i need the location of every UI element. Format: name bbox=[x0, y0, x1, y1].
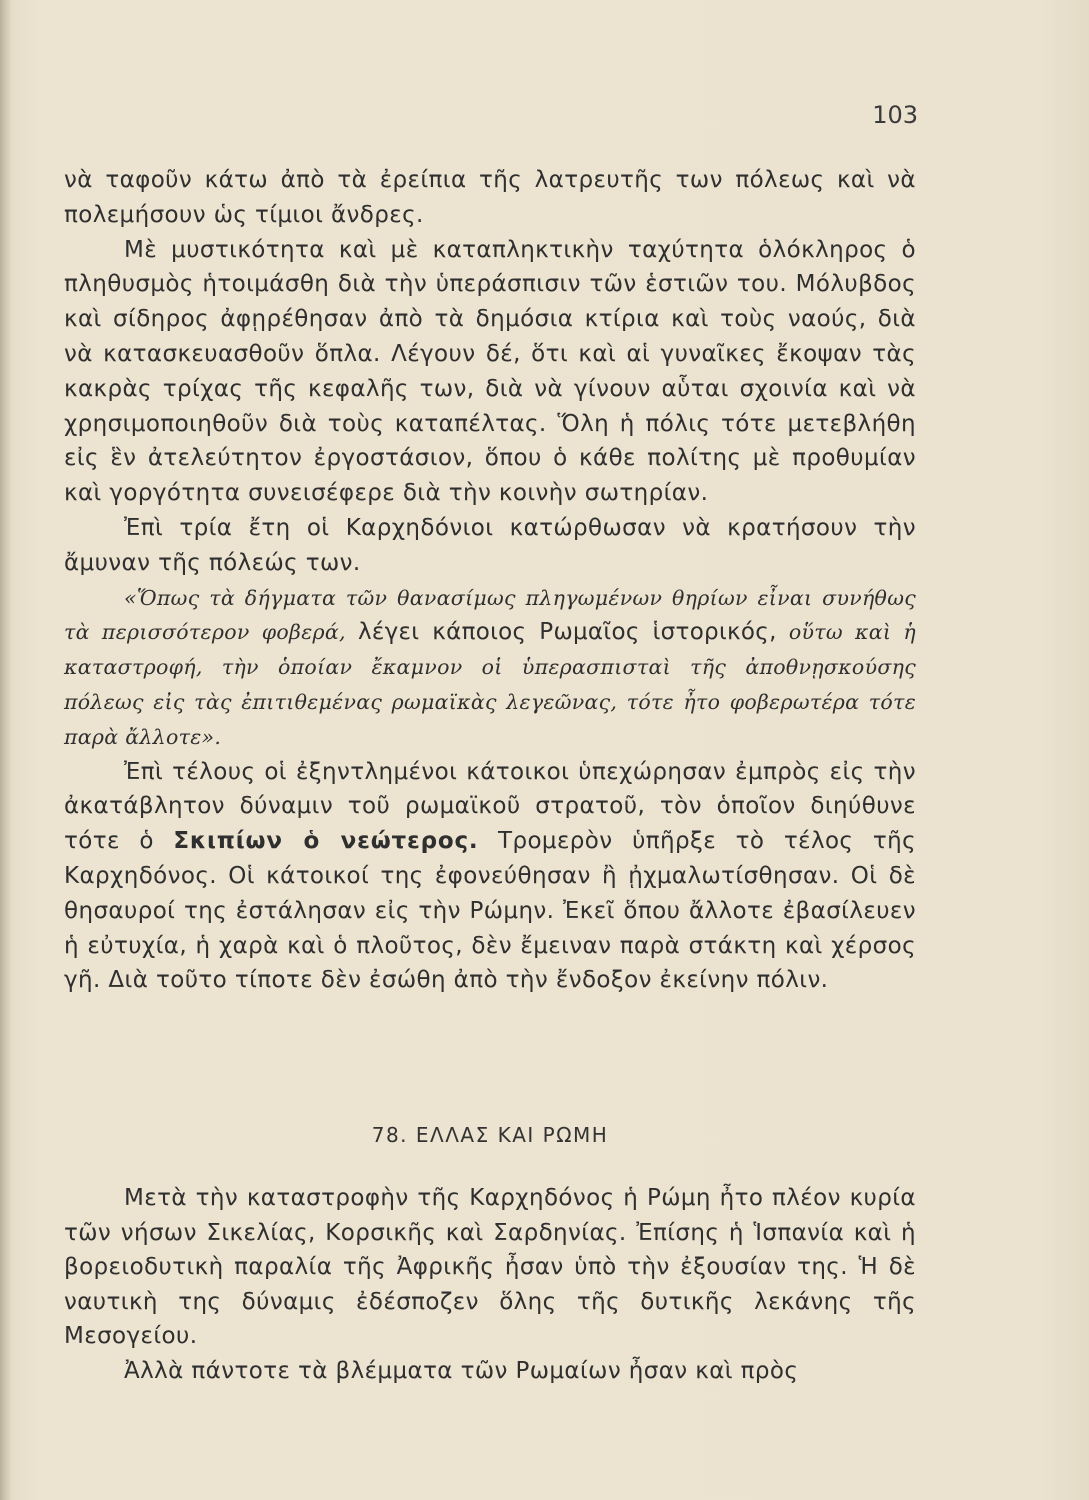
paragraph-defense-preparation: Μὲ μυστικότητα καὶ μὲ καταπληκτικὴν ταχύτητα ὁλόκληρος ὁ πληθυσμὸς ἡτοιμάσθη διὰ τὴν ὑπεράσπισιν τῶν ἑστιῶν του. Μόλυβδος καὶ σίδηρος ἀφῃρέθησαν ἀπὸ τὰ δημόσια κτίρια καὶ τοὺς ναούς, διὰ νὰ κατασκευασθοῦν ὅπλα. Λέγουν δέ, ὅτι καὶ αἱ γυναῖκες ἔκοψαν τὰς κακρὰς τρίχας τῆς κεφαλῆς των, διὰ νὰ γίνουν αὗται σχοινία καὶ νὰ χρησιμοποιηθοῦν διὰ τοὺς καταπέλτας. Ὅλη ἡ πόλις τότε μετεβλήθη εἰς ἓν ἀτελεύτητον ἐργοστάσιον, ὅπου ὁ κάθε πολίτης μὲ προθυμίαν καὶ γοργότητα συνεισέφερε διὰ τὴν κοινὴν σωτηρίαν. bbox=[64, 236, 916, 507]
section-text-block bbox=[64, 1181, 916, 1388]
paragraph-historian-quote bbox=[64, 581, 916, 755]
page-number: 103 bbox=[872, 101, 918, 129]
scipio-name: Σκιπίων ὁ νεώτερος. bbox=[173, 828, 479, 855]
fall-text-part-2: Τρομερὸν ὑπῆρξε τὸ τέλος τῆς Καρχηδόνος. Οἱ κάτοικοί της ἐφονεύθησαν ἢ ᾐχμαλωτίσθησαν. Οἱ δὲ θησαυροί της ἐστάλησαν εἰς τὴν Ρώμην. Ἐκεῖ ὅπου ἄλλοτε ἐβασίλευεν ἡ εὐτυχία, ἡ χαρὰ καὶ ὁ πλοῦτος, δὲν ἔμειναν παρὰ στάκτη καὶ χέρσος γῆ. Διὰ τοῦτο τίποτε δὲν ἐσώθη ἀπὸ τὴν ἔνδοξον ἐκείνην πόλιν. bbox=[64, 828, 916, 994]
page-binding-edge bbox=[0, 0, 10, 1500]
paragraph-rome-dominion: Μετὰ τὴν καταστροφὴν τῆς Καρχηδόνος ἡ Ρώμη ἦτο πλέον κυρία τῶν νήσων Σικελίας, Κορσικῆς καὶ Σαρδηνίας. Ἐπίσης ἡ Ἱσπανία καὶ ἡ βορειοδυτικὴ παραλία τῆς Ἀφρικῆς ἦσαν ὑπὸ τὴν ἐξουσίαν της. Ἡ δὲ ναυτικὴ της δύναμις ἐδέσποζεν ὅλης τῆς δυτικῆς λεκάνης τῆς Μεσογείου. bbox=[64, 1185, 916, 1349]
quote-part-2: οὕτω καὶ ἡ καταστροφή, τὴν ὁποίαν ἔκαμνον οἱ ὑπερασπισταὶ τῆς ἀποθνῃσκούσης πόλεως εἰς τὰς ἐπιτιθεμένας ρωμαϊκὰς λεγεῶνας, τότε ἦτο φοβερωτέρα τότε παρὰ ἄλλοτε». bbox=[64, 620, 916, 749]
quote-part-1: «Ὅπως τὰ δήγματα τῶν θανασίμως πληγωμένων θηρίων εἶναι συνήθως τὰ περισσότερον φοβερά, bbox=[64, 585, 916, 645]
paragraph-rome-eyes: Ἀλλὰ πάντοτε τὰ βλέμματα τῶν Ρωμαίων ἦσαν καὶ πρὸς bbox=[124, 1357, 799, 1384]
paragraph-three-years: Ἐπὶ τρία ἔτη οἱ Καρχηδόνιοι κατώρθωσαν νὰ κρατήσουν τὴν ἄμυναν τῆς πόλεώς των. bbox=[64, 514, 916, 576]
main-text-block bbox=[64, 163, 916, 998]
section-heading: 78. ΕΛΛΑΣ ΚΑΙ ΡΩΜΗ bbox=[371, 1123, 609, 1147]
fall-text-part-1: Ἐπὶ τέλους οἱ ἐξηντλημένοι κάτοικοι ὑπεχώρησαν ἐμπρὸς εἰς τὴν ἀκατάβλητον δύναμιν τοῦ ρωμαϊκοῦ στρατοῦ, τὸν ὁποῖον διηύθυνε τότε ὁ bbox=[64, 758, 916, 855]
quote-attribution: λέγει κάποιος Ρωμαῖος ἱστορικός, bbox=[357, 619, 777, 646]
paragraph-fall-of-carthage bbox=[64, 755, 916, 999]
paragraph-continuation: νὰ ταφοῦν κάτω ἀπὸ τὰ ἐρείπια τῆς λατρευτῆς των πόλεως καὶ νὰ πολεμήσουν ὡς τίμιοι ἄνδρες. bbox=[64, 167, 916, 228]
